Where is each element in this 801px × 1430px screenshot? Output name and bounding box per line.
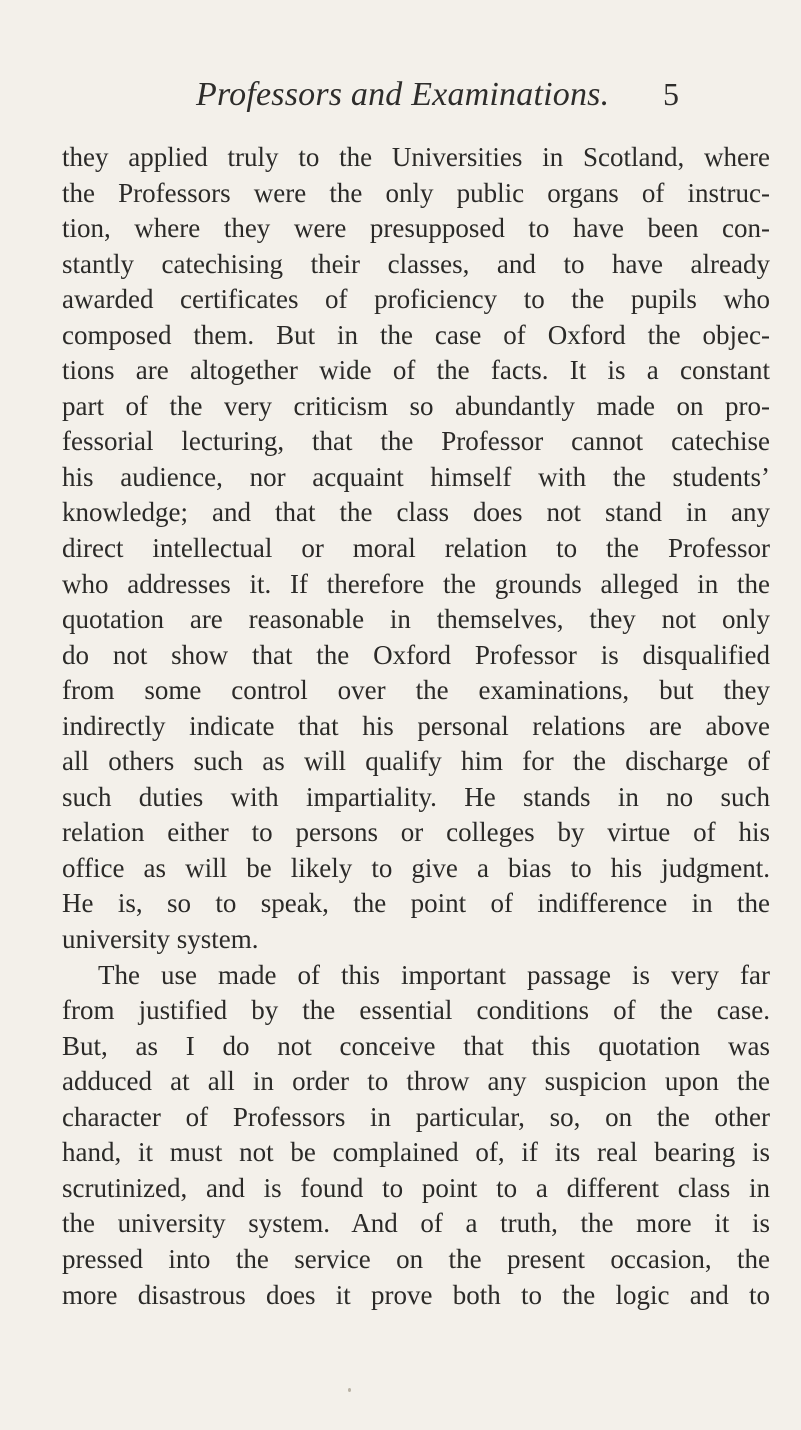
text-line: adduced at all in order to throw any suspicion upon the [62, 1066, 770, 1097]
text-line: relation either to persons or colleges by virtue of his [62, 817, 770, 848]
text-line: such duties with impartiality. He stands in no such [62, 781, 770, 812]
text-line: his audience, nor acquaint himself with the students’ [62, 461, 770, 492]
running-title: Professors and Examinations. [196, 76, 610, 113]
text-line: character of Professors in particular, so, on the other [62, 1101, 770, 1132]
text-line: they applied truly to the Universities in Scotland, where [62, 142, 770, 172]
text-line: He is, so to speak, the point of indifference in the [62, 888, 770, 919]
text-line: fessorial lecturing, that the Professor cannot catechise [62, 426, 770, 457]
text-line: all others such as will qualify him for the discharge of [62, 746, 770, 777]
text-line: from justified by the essential conditions of the case. [62, 995, 770, 1026]
text-line: stantly catechising their classes, and to have already [62, 248, 770, 279]
paper-speck [348, 1388, 351, 1392]
paragraph-end-line: university system. [62, 924, 259, 955]
text-line: more disastrous does it prove both to the logic and to [62, 1279, 770, 1310]
text-line: composed them. But in the case of Oxford the objec- [62, 319, 770, 350]
text-line: do not show that the Oxford Professor is disqualified [62, 639, 770, 670]
text-line: the Professors were the only public organs of instruc- [62, 177, 770, 208]
text-line: indirectly indicate that his personal relations are above [62, 710, 770, 741]
text-line: knowledge; and that the class does not stand in any [62, 497, 770, 528]
text-line: tions are altogether wide of the facts. It is a constant [62, 355, 770, 386]
text-line: tion, where they were presupposed to have been con- [62, 213, 770, 244]
text-line: quotation are reasonable in themselves, they not only [62, 604, 770, 635]
body-text [62, 140, 770, 1313]
text-line: part of the very criticism so abundantly made on pro- [62, 390, 770, 421]
page-number: 5 [663, 76, 679, 112]
text-line: from some control over the examinations, but they [62, 675, 770, 706]
running-head [0, 76, 801, 116]
text-line: pressed into the service on the present occasion, the [62, 1243, 770, 1274]
text-line: scrutinized, and is found to point to a different class in [62, 1172, 770, 1203]
text-line: But, as I do not conceive that this quotation was [62, 1030, 770, 1061]
paragraph-start-line: The use made of this important passage is very far [98, 959, 770, 990]
text-line: who addresses it. If therefore the grounds alleged in the [62, 568, 770, 599]
text-line: direct intellectual or moral relation to the Professor [62, 533, 770, 564]
text-line: hand, it must not be complained of, if its real bearing is [62, 1137, 770, 1168]
text-line: office as will be likely to give a bias to his judgment. [62, 852, 770, 883]
text-line: awarded certificates of proficiency to the pupils who [62, 284, 770, 315]
text-line: the university system. And of a truth, the more it is [62, 1208, 770, 1239]
